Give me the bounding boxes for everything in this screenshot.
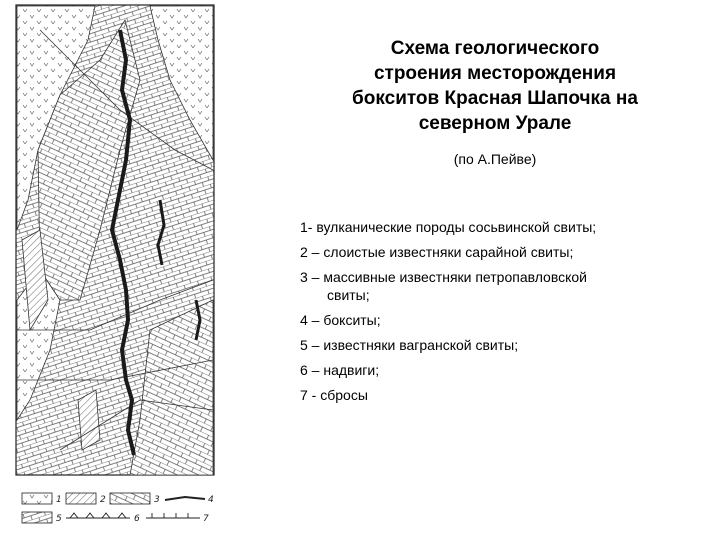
geological-map-drawing: [0, 0, 240, 540]
legend-item-3-continuation: свиты;: [327, 287, 370, 303]
diagram-title: [300, 36, 690, 136]
legend-item-1: 1- вулканические породы сосьвинской свиты;: [300, 219, 597, 235]
diagram-subtitle: (по А.Пейве): [453, 151, 537, 167]
map-legend-number-6: 6: [134, 514, 140, 524]
map-legend-number-4: 4: [208, 495, 214, 505]
title-line-3: бокситов Красная Шапочка на: [352, 88, 638, 109]
legend-item-5: 5 – известняки вагранской свиты;: [300, 337, 519, 353]
geological-map: [0, 0, 240, 540]
title-line-4: северном Урале: [418, 113, 572, 134]
legend-item-7: 7 - сбросы: [300, 387, 368, 403]
map-legend-number-1: 1: [56, 495, 62, 505]
map-legend-number-2: 2: [100, 495, 106, 505]
map-legend-number-7: 7: [203, 514, 209, 524]
map-legend: [22, 493, 214, 524]
title-line-1: Схема геологического: [390, 38, 600, 59]
legend-list: [300, 218, 700, 411]
map-legend-number-3: 3: [154, 495, 160, 505]
title-line-2: строения месторождения: [373, 63, 617, 84]
legend-item-3-text: 3 – массивные известняки петропавловской: [300, 269, 588, 285]
legend-item-2: 2 – слоистые известняки сарайной свиты;: [300, 244, 574, 260]
map-legend-number-5: 5: [56, 514, 62, 524]
legend-item-3: [300, 268, 700, 304]
legend-item-6: 6 – надвиги;: [300, 362, 380, 378]
legend-item-4: 4 – бокситы;: [300, 312, 381, 328]
